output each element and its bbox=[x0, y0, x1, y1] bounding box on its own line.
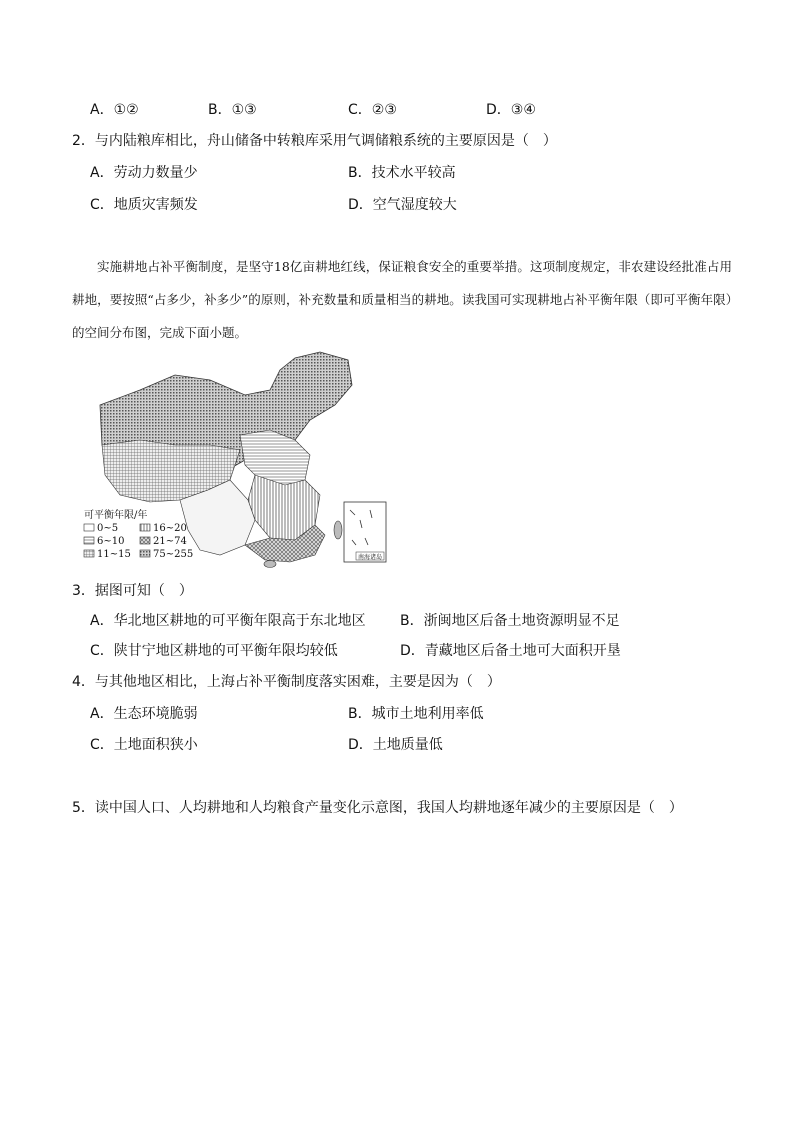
legend-item-16-20: 16~20 bbox=[153, 523, 187, 534]
q1-option-d: D．③④ bbox=[486, 102, 536, 118]
q5-stem: 5．读中国人口、人均耕地和人均粮食产量变化示意图，我国人均耕地逐年减少的主要原因是（ ） bbox=[72, 800, 683, 816]
q2-option-b: B．技术水平较高 bbox=[348, 165, 456, 181]
q2-stem: 2．与内陆粮库相比，舟山储备中转粮库采用气调储粮系统的主要原因是（ ） bbox=[72, 133, 557, 149]
q4-option-c: C．土地面积狭小 bbox=[90, 737, 198, 753]
passage-text: 实施耕地占补平衡制度，是坚守18亿亩耕地红线，保证粮食安全的重要举措。这项制度规定，非农建设经批准占用耕地，要按照“占多少，补多少”的原则，补充数量和质量相当的耕地。读我国可实现耕地占补平衡年限（即可平衡年限）的空间分布图，完成下面小题。 bbox=[72, 259, 732, 340]
legend-item-21-74: 21~74 bbox=[153, 536, 187, 547]
q1-option-a: A．①② bbox=[90, 102, 139, 118]
q3-option-a: A．华北地区耕地的可平衡年限高于东北地区 bbox=[90, 613, 366, 629]
map-region-north-china bbox=[240, 430, 310, 490]
q1-option-c: C．②③ bbox=[348, 102, 397, 118]
map-taiwan bbox=[334, 521, 342, 539]
legend-title: 可平衡年限/年 bbox=[84, 510, 148, 521]
q4-option-b: B．城市土地利用率低 bbox=[348, 706, 484, 722]
map-legend bbox=[84, 508, 193, 560]
q4-option-d: D．土地质量低 bbox=[348, 737, 443, 753]
map-hainan bbox=[264, 561, 276, 568]
q2-option-a: A．劳动力数量少 bbox=[90, 165, 198, 181]
legend-item-0-5: 0~5 bbox=[97, 523, 119, 534]
q4-option-a: A．生态环境脆弱 bbox=[90, 706, 198, 722]
q2-option-d: D．空气湿度较大 bbox=[348, 197, 457, 213]
q2-option-c: C．地质灾害频发 bbox=[90, 197, 198, 213]
map-inset-south-china-sea bbox=[344, 502, 386, 562]
reading-passage bbox=[72, 250, 732, 349]
legend-item-75-255: 75~255 bbox=[153, 549, 194, 560]
china-balance-years-map bbox=[80, 350, 390, 568]
q4-stem: 4．与其他地区相比，上海占补平衡制度落实困难，主要是因为（ ） bbox=[72, 674, 501, 690]
q3-option-d: D．青藏地区后备土地可大面积开垦 bbox=[400, 643, 621, 659]
inset-label: 南海诸岛 bbox=[358, 554, 383, 561]
q3-option-b: B．浙闽地区后备土地资源明显不足 bbox=[400, 613, 620, 629]
q3-stem: 3．据图可知（ ） bbox=[72, 583, 193, 599]
q3-option-c: C．陕甘宁地区耕地的可平衡年限均较低 bbox=[90, 643, 338, 659]
legend-item-11-15: 11~15 bbox=[97, 549, 131, 560]
legend-item-6-10: 6~10 bbox=[97, 536, 125, 547]
q1-option-b: B．①③ bbox=[208, 102, 257, 118]
